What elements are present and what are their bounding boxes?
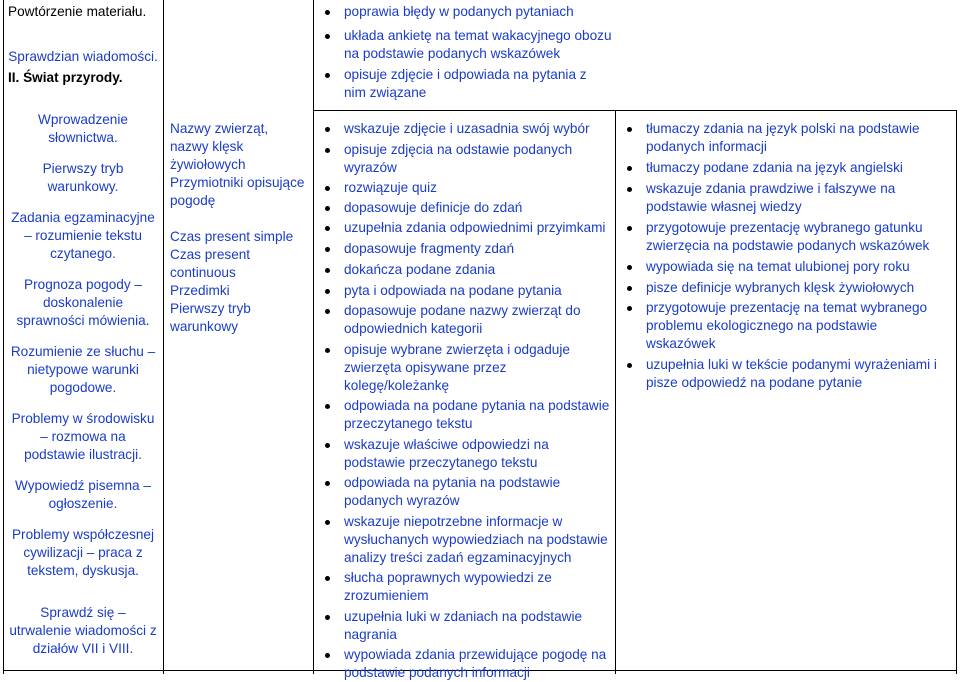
skill-item: wypowiada zdania przewidujące pogodę na podstawie podanych informacji [322, 646, 612, 682]
table-divider-1 [163, 0, 164, 674]
skill-item: odpowiada na podane pytania na podstawie przeczytanego tekstu [322, 397, 612, 433]
topic-item: Wypowiedź pisemna – ogłoszenie. [15, 478, 151, 511]
skill-item: pisze definicje wybranych klęsk żywiołowych [624, 279, 949, 297]
table-border-right [956, 110, 957, 674]
skill-item: dopasowuje definicje do zdań [322, 199, 612, 217]
grammar-item: Czas present simple [170, 229, 294, 244]
vocabulary-item: Nazwy zwierząt, nazwy klęsk żywiołowych [170, 121, 269, 172]
review-lesson: Powtórzenie materiału. [8, 4, 147, 19]
skill-item: wypowiada się na temat ulubionej pory roku [624, 258, 949, 276]
skill-item: tłumaczy zdania na język polski na podstawie podanych informacji [624, 120, 949, 156]
topic-item: Zadania egzaminacyjne – rozumienie tekstu czytanego. [11, 210, 155, 261]
skill-item: tłumaczy podane zdania na język angielski [624, 159, 949, 177]
grammar-item: Przedimki [170, 283, 230, 298]
table-border-left [3, 0, 4, 674]
skill-item: uzupełnia luki w tekście podanymi wyrażeniami i pisze odpowiedź na podane pytanie [624, 356, 949, 392]
skill-item: wskazuje zdjęcie i uzasadnia swój wybór [322, 120, 612, 138]
topic-item: Problemy w środowisku – rozmowa na podstawie ilustracji. [11, 411, 155, 462]
topic-item: Pierwszy tryb warunkowy. [42, 161, 124, 194]
basic-skills-column [322, 120, 612, 682]
skill-item: dopasowuje podane nazwy zwierząt do odpowiednich kategorii [322, 302, 612, 338]
skill-item: wskazuje zdania prawdziwe i fałszywe na podstawie własnej wiedzy [624, 180, 949, 216]
skills-top-list [322, 3, 612, 102]
skill-item: dopasowuje fragmenty zdań [322, 240, 612, 258]
skill-item: dokańcza podane zdania [322, 261, 612, 279]
topic-item: Prognoza pogody – doskonalenie sprawności mówienia. [16, 277, 150, 328]
skill-item: opisuje wybrane zwierzęta i odgaduje zwierzęta opisywane przez kolegę/koleżankę [322, 341, 612, 395]
topic-item: Wprowadzenie słownictwa. [38, 112, 128, 145]
skill-item: wskazuje właściwe odpowiedzi na podstawie przeczytanego tekstu [322, 436, 612, 472]
skill-item: odpowiada na pytania na podstawie podanych wyrazów [322, 474, 612, 510]
topic-item: Problemy współczesnej cywilizacji – praca z tekstem, dyskusja. [11, 527, 155, 578]
skill-item: wskazuje niepotrzebne informacje w wysłuchanych wypowiedziach na podstawie analizy treści zadań egzaminacyjnych [322, 513, 612, 567]
topic-item: Rozumienie ze słuchu – nietypowe warunki pogodowe. [10, 344, 156, 395]
topics-column [8, 3, 158, 658]
skill-item: przygotowuje prezentację wybranego gatunku zwierzęcia na podstawie podanych wskazówek [624, 219, 949, 255]
vocabulary-item: Przymiotniki opisujące pogodę [170, 175, 305, 208]
language-content-column [170, 120, 310, 336]
skill-item: poprawia błędy w podanych pytaniach [322, 3, 612, 21]
table-divider-3 [615, 110, 616, 674]
table-divider-2 [313, 0, 314, 674]
skill-item: układa ankietę na temat wakacyjnego obozu na podstawie podanych wskazówek [322, 27, 612, 63]
grammar-item: Czas present continuous [170, 247, 251, 280]
grammar-item: Pierwszy tryb warunkowy [170, 301, 251, 334]
skill-item: opisuje zdjęcie i odpowiada na pytania z nim związane [322, 66, 612, 102]
skill-item: uzupełnia zdania odpowiednimi przyimkami [322, 219, 612, 237]
skill-item: opisuje zdjęcia na odstawie podanych wyrazów [322, 141, 612, 177]
skill-item: pyta i odpowiada na podane pytania [322, 282, 612, 300]
skill-item: słucha poprawnych wypowiedzi ze zrozumieniem [322, 569, 612, 605]
extended-skills-column [624, 120, 949, 392]
skill-item: przygotowuje prezentację na temat wybranego problemu ekologicznego na podstawie wskazówek [624, 299, 949, 353]
skill-item: uzupełnia luki w zdaniach na podstawie nagrania [322, 608, 612, 644]
topic-item: Sprawdź się – utrwalenie wiadomości z działów VII i VIII. [9, 605, 157, 656]
row-divider [313, 110, 957, 111]
skill-item: rozwiązuje quiz [322, 179, 612, 197]
test-lesson: Sprawdzian wiadomości. [8, 49, 158, 64]
section-heading: II. Świat przyrody. [8, 70, 123, 85]
